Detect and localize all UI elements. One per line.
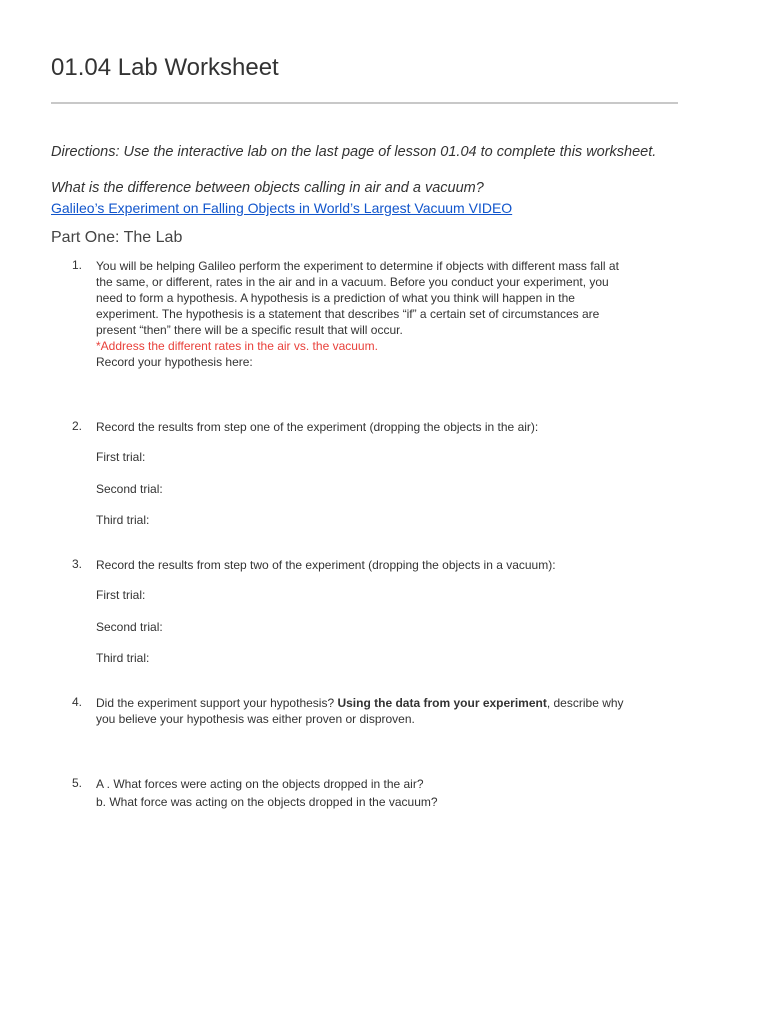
directions-text: Directions: Use the interactive lab on the last page of lesson 01.04 to complete this worksheet. xyxy=(51,144,657,160)
question-4-line-1 xyxy=(96,695,686,711)
hypothesis-prompt: Record your hypothesis here: xyxy=(96,355,253,369)
question-2-body xyxy=(96,419,686,435)
video-link[interactable]: Galileo’s Experiment on Falling Objects in World’s Largest Vacuum VIDEO xyxy=(51,200,513,216)
question-number: 3. xyxy=(72,557,83,571)
question-5a: A . What forces were acting on the objects dropped in the air? xyxy=(96,777,424,791)
question-4-emphasis: Using the data from your experiment xyxy=(337,696,547,710)
question-4-text-before: Did the experiment support your hypothesis? xyxy=(96,696,338,710)
question-3-text: Record the results from step two of the experiment (dropping the objects in a vacuum): xyxy=(96,558,556,572)
part-heading: Part One: The Lab xyxy=(51,229,183,246)
question-4-line-2: you believe your hypothesis was either proven or disproven. xyxy=(96,712,415,726)
air-third-trial-label: Third trial: xyxy=(96,513,150,527)
air-second-trial-label: Second trial: xyxy=(96,482,163,496)
question-2-text: Record the results from step one of the experiment (dropping the objects in the air): xyxy=(96,420,539,434)
page-title: 01.04 Lab Worksheet xyxy=(51,54,279,81)
hypothesis-note: *Address the different rates in the air vs. the vacuum. xyxy=(96,339,378,353)
question-1-line: experiment. The hypothesis is a statement that describes “if” a certain set of circumstances are xyxy=(96,307,600,321)
question-number: 5. xyxy=(72,776,83,790)
question-1-body xyxy=(96,258,686,370)
air-first-trial-label: First trial: xyxy=(96,450,146,464)
question-1-line: You will be helping Galileo perform the experiment to determine if objects with different mass fall at xyxy=(96,259,619,273)
question-4-body xyxy=(96,695,686,727)
question-3-body xyxy=(96,557,686,573)
question-number: 4. xyxy=(72,695,83,709)
question-5-body xyxy=(96,776,686,810)
question-1-line: present “then” there will be a specific result that will occur. xyxy=(96,323,403,337)
question-number: 1. xyxy=(72,258,83,272)
question-1-line: need to form a hypothesis. A hypothesis is a prediction of what you think will happen in the xyxy=(96,291,575,305)
question-5b: b. What force was acting on the objects dropped in the vacuum? xyxy=(96,795,438,809)
question-number: 2. xyxy=(72,419,83,433)
title-divider xyxy=(51,102,678,104)
guiding-question: What is the difference between objects calling in air and a vacuum? xyxy=(51,180,484,196)
vacuum-first-trial-label: First trial: xyxy=(96,588,146,602)
vacuum-second-trial-label: Second trial: xyxy=(96,620,163,634)
question-4-text-after: , describe why xyxy=(546,696,624,710)
vacuum-third-trial-label: Third trial: xyxy=(96,651,150,665)
question-1-line: the same, or different, rates in the air and in a vacuum. Before you conduct your experiment, you xyxy=(96,275,609,289)
